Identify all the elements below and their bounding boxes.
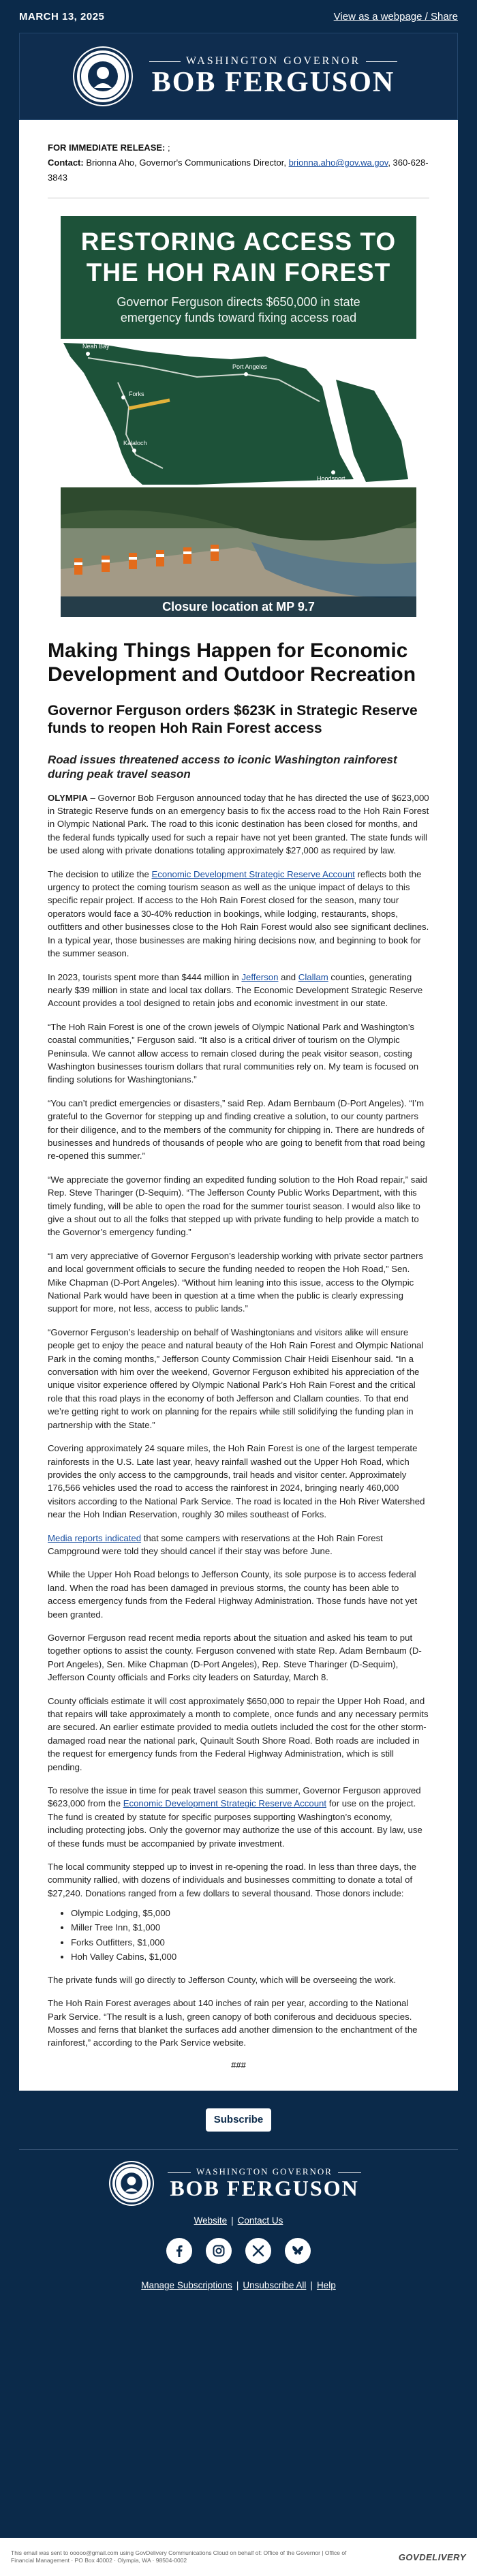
instagram-icon[interactable] [206,2238,232,2264]
road-closure-photo [61,487,416,617]
clallam-link[interactable]: Clallam [298,971,328,982]
hero-subtitle [67,294,410,327]
map-label: Port Angeles [232,363,268,370]
end-mark: ### [231,2059,246,2070]
contact-phone: , 360-628-3843 [48,157,429,183]
article-dek: Road issues threatened access to iconic Washington rainforest during peak travel season [48,753,397,781]
paragraph: Governor Ferguson read recent media reports about the situation and asked his team to put together options to assist the county. Ferguson convened with state Rep. Adam Bernbaum (D-Port Angeles), Sen. Mike Chapman (D-Port Angeles), Rep. Steve Tharinger (D-Sequim), Jefferson County officials and Forks city leaders on Saturday, March 8. [48,1632,422,1683]
contact-label: Contact: [48,157,84,168]
release-label: FOR IMMEDIATE RELEASE: [48,142,166,153]
paragraph: “Governor Ferguson’s leadership on behalf of Washingtonians and visitors alike will ensure people get to enjoy the peace and natural beauty of the Hoh Rain Forest and Olympic National Park in the coming months,” Jefferson County Commission Chair Heidi Eisenhour said. “In a conversation with him over the weekend, Governor Ferguson exhibited his appreciation of the unique visitor experience offered by Olympic National Park’s Hoh Rain Forest and the critical role that this road plays in the economy of both Jefferson and Clallam counties. To that end we’re getting right to work on planning for the repairs while still solidifying the funding plan in partnership with the State.” [48,1327,424,1430]
contact-line [48,155,429,185]
hero-title-line: RESTORING ACCESS TO [80,228,397,256]
strategic-reserve-link-2[interactable]: Economic Development Strategic Reserve Account [123,1798,327,1809]
footer-logo [0,2162,477,2204]
manage-subscriptions-link[interactable]: Manage Subscriptions [141,2279,232,2290]
paragraph: “You can’t predict emergencies or disasters,” said Rep. Adam Bernbaum (D-Port Angeles). “I’m grateful to the Governor for stepping up and finding creative a solution, to our county partners for their diligence, and to the members of the community for chipping in. There are hundreds of businesses and hundreds of thousands of people who are going to benefit from that road being re-opened this summer.” [48,1097,425,1162]
list-item: • Miller Tree Inn, $1,000 [71,1920,429,1935]
logo-subtitle: WASHINGTON GOVERNOR [162,2166,367,2177]
paragraph: OLYMPIA – Governor Bob Ferguson announced today that he has directed the use of $623,000 in Strategic Reserve funds on an emergency basis to fix the access road to the Hoh Rain Forest in Olympic National Park. The road to this iconic destination has been closed for months, and the federal funds typically used for such a repair have not yet been granted. The state funds will be used along with private donations totaling approximately $27,000 as required by law. [48,792,429,856]
fine-print: This email was sent to ooooo@gmail.com using GovDelivery Communications Cloud on behalf of: Office of the Governor | Office of Financial Management · PO Box 40002 · Olympia, WA · 98504-0002 [11,2549,347,2564]
logo-title: BOB FERGUSON [151,66,395,98]
paragraph: To resolve the issue in time for peak travel season this summer, Governor Ferguson approved $623,000 from the Economic Development Strategic Reserve Account for use on the project. The fund is created by statute for specific purposes supporting Washington’s economy, including protecting jobs. Only the governor may authorize the use of this account. By law, use of these funds must be accompanied by private investment. [48,1785,422,1849]
release-line [48,140,429,155]
facebook-icon[interactable] [166,2238,192,2264]
hero-subtitle-line: Governor Ferguson directs $650,000 in state [117,295,360,309]
dateline: OLYMPIA [48,792,88,803]
separator: | [236,2279,239,2290]
city-marker [121,395,125,399]
paragraph: In 2023, tourists spent more than $444 million in Jefferson and Clallam counties, generating nearly $39 million in state and local tax dollars. The Economic Development Strategic Reserve Account provides a tool designed to retain jobs and economic investment in our state. [48,971,423,1009]
map-label: Kalaloch [123,439,147,446]
contact-email-link[interactable]: brionna.aho@gov.wa.gov [288,157,388,168]
paragraph: The Hoh Rain Forest averages about 140 inches of rain per year, according to the National Park Service. “The result is a lush, green canopy of both coniferous and deciduous species. Mosses and ferns that blanket the surfaces add another dimension to the enchantment of the rainforest,” according to the Park Service website. [48,1998,418,2048]
paragraph: “I am very appreciative of Governor Ferguson’s leadership working with private sector partners and local government officials to secure the funding needed to reopen the Hoh Road,” Sen. Mike Chapman (D-Port Angeles). “Without him leaning into this issue, access to the Olympic National Park would have been in question at a time when the public is clearly expressing support for more, not less, access to public lands.” [48,1250,423,1314]
help-link[interactable]: Help [316,2279,336,2290]
paragraph: County officials estimate it will cost approximately $650,000 to repair the Upper Hoh Road, and that repairs will take approximately a month to complete, once funds and any necessary permits are secured. An earlier estimate provided to media outlets included the cost for the other storm-damaged road near the national park, Quinault South Shore Road. Both roads are included in the request for emergency funds from the Federal Highway Administration, which is still pending. [48,1695,429,1772]
city-marker [86,352,90,356]
release-value: ; [165,142,170,153]
city-marker [331,470,335,474]
view-as-webpage-link[interactable]: View as a webpage / Share [333,10,458,22]
top-bar [0,0,477,33]
photo-caption: Closure location at MP 9.7 [61,596,416,617]
hero-graphic [61,216,416,617]
jefferson-link[interactable]: Jefferson [241,971,279,982]
strategic-reserve-link[interactable]: Economic Development Strategic Reserve Account [151,868,355,879]
washington-state-seal-icon [110,2162,153,2204]
media-reports-link[interactable]: Media reports indicated [48,1532,142,1543]
contact-text: Brionna Aho, Governor's Communications Director, [83,157,289,168]
hero-subtitle-line: emergency funds toward fixing access road [120,311,357,325]
logo-title: BOB FERGUSON [170,2176,359,2201]
paragraph: While the Upper Hoh Road belongs to Jefferson County, its sole purpose is to access federal land. When the road has been damaged in previous storms, the county has been able to access emergency funds from the Federal Highway Administration. Those funds have not yet been granted. [48,1569,418,1620]
list-item: • Forks Outfitters, $1,000 [71,1935,429,1950]
map-label: Neah Bay [82,342,110,350]
paragraph: The decision to utilize the Economic Development Strategic Reserve Account reflects both the urgency to protect the coming tourism season as well as the unique impact of delays to this specific repair project. If access to the Hoh Rain Forest closed for the season, many tour operators would face a 30-40% reduction in bookings, while lodging, restaurants, shops, outfitters and other businesses close to the Hoh Rain Forest would also see significant declines. In a typical year, those businesses are making hiring decisions now, and beginning to book for the summer season. [48,868,429,959]
article-body [48,791,429,2070]
paragraph: The private funds will go directly to Jefferson County, which will be overseeing the work. [48,1974,397,1985]
hero-title-line: THE HOH RAIN FOREST [86,258,391,286]
governor-logo [144,55,403,97]
paragraph: “We appreciate the governor finding an expedited funding solution to the Hoh Road repair,” said Rep. Steve Tharinger (D-Sequim). “The Jefferson County Public Works Department, with this timely funding, will be able to open the road for the summer tourist season. I would also like to give a shout out to all the folks that stepped up with private funding to help provide a match to the Governor’s emergency funding.” [48,1174,427,1238]
govdelivery-logo: GOVDELIVERY [398,2551,466,2562]
paragraph: The local community stepped up to invest in re-opening the road. In less than three days, the community rallied, with dozens of individuals and businesses committing to donate a total of $27,240. Donations ranged from a few dollars to several thousand. Those donors include: [48,1862,417,1898]
logo-subtitle: WASHINGTON GOVERNOR [144,55,403,67]
article-headline: Making Things Happen for Economic Development and Outdoor Recreation [48,639,416,686]
separator: | [231,2215,234,2226]
paragraph: Media reports indicated that some campers with reservations at the Hoh Rain Forest Campground were told they should cancel if their stay was before June. [48,1532,383,1556]
list-item: • Hoh Valley Cabins, $1,000 [71,1950,429,1964]
subscribe-section [0,2091,477,2149]
washington-state-seal-icon [74,48,132,105]
list-item: • Olympic Lodging, $5,000 [71,1906,429,1920]
map-label: Forks [129,390,144,397]
city-marker [244,372,248,376]
unsubscribe-all-link[interactable]: Unsubscribe All [243,2279,307,2290]
hero-banner [61,216,416,339]
paragraph: “The Hoh Rain Forest is one of the crown jewels of Olympic National Park and Washington’s coastal communities,” Ferguson said. “It also is a critical driver of tourism on the Olympic Peninsula. We cannot allow access to remain closed during the peak visitor season, costing Washington businesses tourism dollars that rural communities rely on. My team is focused on finding solutions for Washingtonians.” [48,1021,419,1085]
release-meta [48,135,429,185]
donor-list [71,1906,429,1964]
govdelivery-footer [0,2538,477,2576]
article-subhead: Governor Ferguson orders $623K in Strategic Reserve funds to reopen Hoh Rain Forest access [48,702,418,736]
paragraph: Covering approximately 24 square miles, the Hoh Rain Forest is one of the largest temperate rainforests in the U.S. Late last year, heavy rainfall washed out the Upper Hoh Road, which provides the only access to the campgrounds, trail heads and visitor center. Approximately 176,566 vehicles used the road to access the rainforest in 2024, bringing nearly 460,000 visitors according to the National Park Service. The road is located in the Hoh River Watershed near the Hoh Indian Reservation, roughly 30 miles southeast of Forks. [48,1443,425,1520]
city-marker [132,449,136,453]
governor-logo [162,2166,367,2200]
release-date: MARCH 13, 2025 [19,10,105,22]
website-link[interactable]: Website [194,2215,228,2226]
footer-links [0,2215,477,2226]
social-links [0,2238,477,2264]
x-twitter-icon[interactable] [245,2238,271,2264]
olympic-peninsula-map [61,339,416,487]
bluesky-icon[interactable] [285,2238,311,2264]
press-release-card [19,120,458,2091]
divider [19,2149,458,2150]
governor-header [19,33,458,120]
map-label: Hoodsport [317,474,345,482]
subscription-links [0,2280,477,2290]
separator: | [310,2279,313,2290]
hero-title [67,227,410,288]
subscribe-button[interactable]: Subscribe [206,2108,271,2132]
contact-us-link[interactable]: Contact Us [237,2215,283,2226]
